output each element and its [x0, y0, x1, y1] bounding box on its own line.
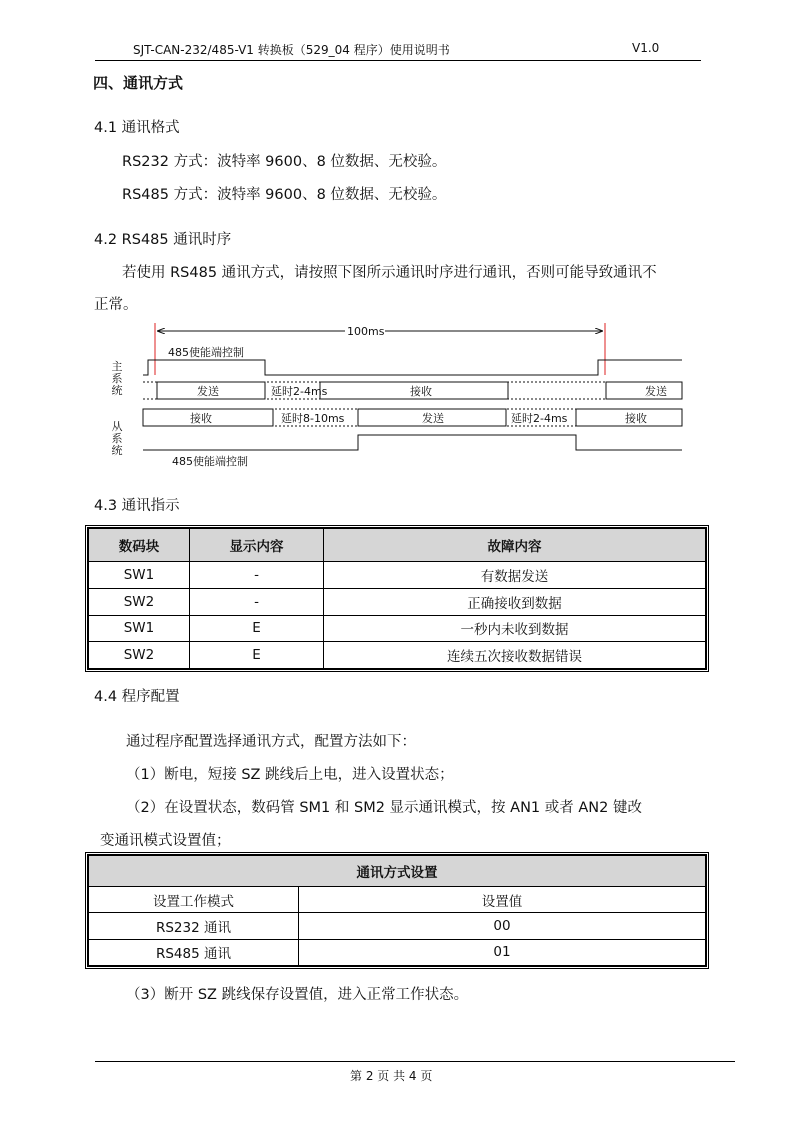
- master-delay-label: 延时2-4ms: [271, 385, 328, 398]
- mode-setting-table: [85, 852, 709, 969]
- rs232-format: RS232 方式：波特率 9600、8 位数据、无校验。: [122, 154, 447, 170]
- slave-delay-label: 延时8-10ms: [281, 412, 345, 425]
- footer-rule: [95, 1061, 735, 1062]
- table-cell: RS232 通讯: [89, 913, 299, 939]
- table-cell: 00: [299, 913, 706, 939]
- table-cell: RS485 通讯: [89, 939, 299, 965]
- table-cell: SW2: [89, 642, 190, 669]
- master-send2-box: [606, 382, 682, 399]
- header-version: V1.0: [632, 41, 660, 55]
- table-row: [89, 642, 706, 669]
- slave-recv-label: 接收: [190, 412, 212, 425]
- config-step2-line1: （2）在设置状态，数码管 SM1 和 SM2 显示通讯模式，按 AN1 或者 AN2 键改: [126, 800, 642, 816]
- config-step1: （1）断电，短接 SZ 跳线后上电，进入设置状态；: [126, 767, 454, 783]
- slave-delay2-label: 延时2-4ms: [511, 412, 568, 425]
- page-number: 第 2 页 共 4 页: [350, 1069, 433, 1083]
- table-cell: 连续五次接收数据错误: [324, 642, 706, 669]
- mode-col-value: 设置值: [299, 887, 706, 913]
- indicator-col-fault: 故障内容: [324, 529, 706, 562]
- timing-paragraph-line1: 若使用 RS485 通讯方式，请按照下图所示通讯时序进行通讯，否则可能导致通讯不: [122, 265, 657, 281]
- table-cell: SW2: [89, 588, 190, 615]
- table-row: [89, 588, 706, 615]
- section-4-3-title: 4.3 通讯指示: [94, 498, 180, 514]
- config-intro: 通过程序配置选择通讯方式，配置方法如下：: [126, 734, 416, 750]
- duration-label: 100ms: [347, 325, 385, 338]
- slave-send-label: 发送: [422, 412, 444, 425]
- timing-paragraph-line2: 正常。: [94, 297, 138, 313]
- table-cell: SW1: [89, 615, 190, 642]
- slave-enable-waveform: [143, 435, 682, 450]
- section-title: 四、通讯方式: [93, 74, 184, 92]
- table-cell: 有数据发送: [324, 562, 706, 589]
- table-row: [89, 562, 706, 589]
- table-row: [89, 939, 706, 965]
- mode-col-mode: 设置工作模式: [89, 887, 299, 913]
- master-send2-label: 发送: [645, 385, 667, 398]
- rs485-timing-diagram: [0, 0, 793, 480]
- indicator-table: [85, 525, 709, 672]
- table-cell: E: [190, 615, 324, 642]
- slave-recv2-label: 接收: [625, 412, 647, 425]
- config-step3: （3）断开 SZ 跳线保存设置值，进入正常工作状态。: [126, 987, 469, 1003]
- master-enable-label: 485使能端控制: [168, 346, 244, 359]
- header-title: SJT-CAN-232/485-V1 转换板（529_04 程序）使用说明书: [133, 43, 450, 57]
- table-row: [89, 913, 706, 939]
- section-4-1-title: 4.1 通讯格式: [94, 120, 180, 136]
- master-enable-waveform: [143, 360, 682, 375]
- indicator-col-display: 显示内容: [190, 529, 324, 562]
- slave-enable-label: 485使能端控制: [172, 455, 248, 468]
- table-cell: E: [190, 642, 324, 669]
- slave-system-label: 从系统: [111, 420, 123, 457]
- table-cell: -: [190, 588, 324, 615]
- section-4-4-title: 4.4 程序配置: [94, 689, 180, 705]
- rs485-format: RS485 方式：波特率 9600、8 位数据、无校验。: [122, 187, 447, 203]
- table-cell: 01: [299, 939, 706, 965]
- mode-table-title: 通讯方式设置: [89, 856, 706, 887]
- master-system-label: 主系统: [111, 360, 123, 397]
- table-row: [89, 615, 706, 642]
- table-cell: 正确接收到数据: [324, 588, 706, 615]
- table-cell: -: [190, 562, 324, 589]
- table-cell: SW1: [89, 562, 190, 589]
- indicator-col-block: 数码块: [89, 529, 190, 562]
- config-step2-line2: 变通讯模式设置值；: [100, 833, 231, 849]
- table-row: [89, 887, 706, 913]
- section-4-2-title: 4.2 RS485 通讯时序: [94, 232, 232, 248]
- table-cell: 一秒内未收到数据: [324, 615, 706, 642]
- master-send-label: 发送: [197, 385, 219, 398]
- master-recv-label: 接收: [410, 385, 432, 398]
